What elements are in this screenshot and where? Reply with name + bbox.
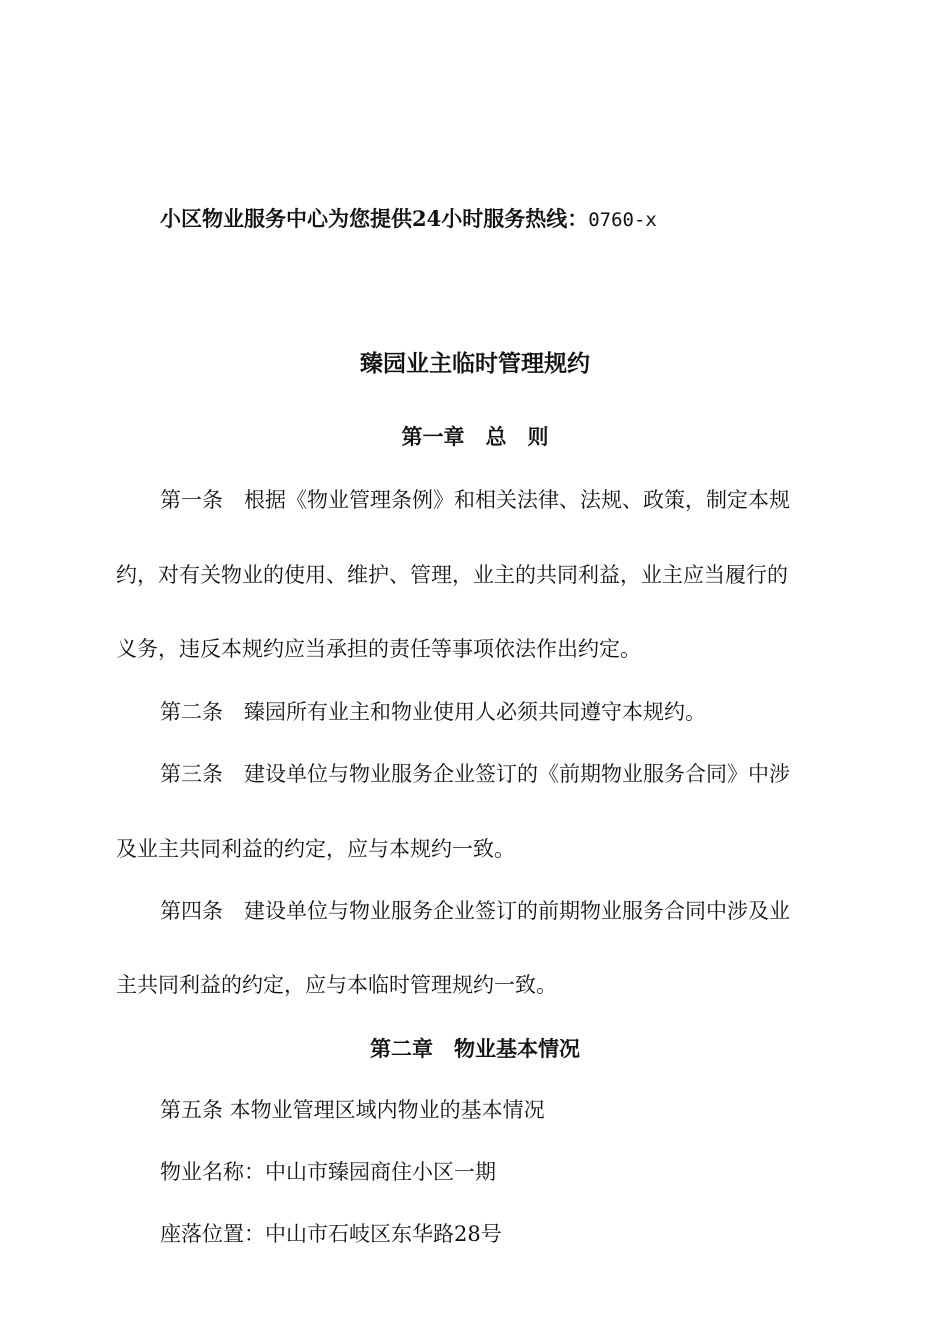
chapter-1-heading: 第一章 总 则 <box>401 424 549 449</box>
article-4-line-2: 主共同利益的约定，应与本临时管理规约一致。 <box>116 973 557 997</box>
hotline-line <box>160 207 657 232</box>
article-1-line-1: 第一条 根据《物业管理条例》和相关法律、法规、政策，制定本规 <box>160 488 790 512</box>
chapter-2-heading: 第二章 物业基本情况 <box>370 1036 580 1061</box>
article-3-line-1: 第三条 建设单位与物业服务企业签订的《前期物业服务合同》中涉 <box>160 762 790 786</box>
hotline-number: 0760-x <box>588 209 657 231</box>
hotline-label: 小区物业服务中心为您提供24小时服务热线： <box>160 206 589 231</box>
document-title: 臻园业主临时管理规约 <box>360 350 590 377</box>
article-5: 第五条 本物业管理区域内物业的基本情况 <box>160 1098 545 1122</box>
article-1-line-3: 义务，违反本规约应当承担的责任等事项依法作出约定。 <box>116 637 641 661</box>
article-4-line-1: 第四条 建设单位与物业服务企业签订的前期物业服务合同中涉及业 <box>160 899 790 923</box>
article-3-line-2: 及业主共同利益的约定，应与本规约一致。 <box>116 837 515 861</box>
article-2: 第二条 臻园所有业主和物业使用人必须共同遵守本规约。 <box>160 700 706 724</box>
article-1-line-2: 约，对有关物业的使用、维护、管理，业主的共同利益，业主应当履行的 <box>116 563 788 587</box>
property-name: 物业名称：中山市臻园商住小区一期 <box>160 1160 496 1184</box>
property-location: 座落位置：中山市石岐区东华路28号 <box>160 1222 502 1246</box>
